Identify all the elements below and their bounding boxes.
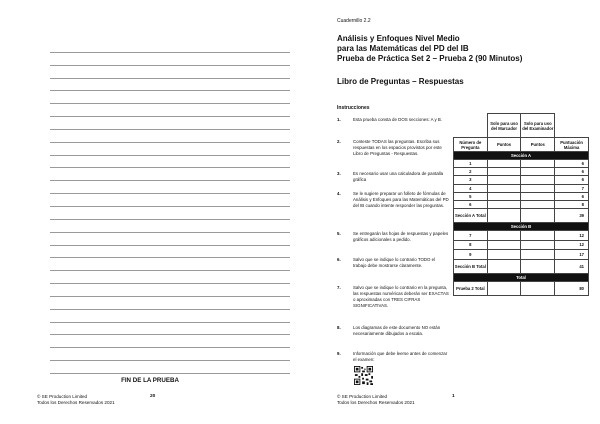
points-header: Puntos xyxy=(487,138,521,152)
title-line-3: Prueba de Práctica Set 2 – Prueba 2 (90 Minutos) xyxy=(337,54,523,63)
table-row xyxy=(454,231,589,241)
copyright-text: © SE Production Limited xyxy=(37,394,88,399)
instruction-text: Es necesario usar una calculadora de pantalla gráfica xyxy=(353,171,444,182)
instruction-text: Los diagramas de este documento NO están necesariamente dibujados a escala. xyxy=(353,325,441,336)
marker-only-header: Solo para uso del Marcador xyxy=(487,114,521,138)
total-header: Total xyxy=(454,273,589,281)
max-score-header: Puntuación Máxima xyxy=(555,138,589,152)
answer-line xyxy=(50,310,290,323)
answer-line xyxy=(50,220,290,233)
table-row xyxy=(454,192,589,200)
answer-line xyxy=(50,258,290,271)
question-number: 7 xyxy=(454,231,488,241)
answer-line xyxy=(50,117,290,130)
qr-code-icon xyxy=(354,366,373,385)
examiner-points-cell xyxy=(521,200,555,208)
max-score: 6 xyxy=(555,160,589,168)
section-a-total-label: Sección A Total xyxy=(454,209,488,223)
marker-points-cell xyxy=(487,281,521,295)
marker-points-cell xyxy=(487,192,521,200)
right-page xyxy=(300,0,600,424)
left-page-number: 20 xyxy=(150,394,156,399)
table-row xyxy=(454,259,589,273)
section-a-total: 39 xyxy=(555,209,589,223)
answer-line xyxy=(50,284,290,297)
question-number: 9 xyxy=(454,250,488,260)
title-block xyxy=(337,34,567,64)
copyright-text: © SE Production Limited xyxy=(337,394,388,399)
table-row xyxy=(454,209,589,223)
table-row xyxy=(454,281,589,295)
answer-line xyxy=(50,233,290,246)
right-page-number: 1 xyxy=(452,394,455,399)
answer-line xyxy=(50,271,290,284)
question-number: 3 xyxy=(454,176,488,184)
examiner-points-cell xyxy=(521,209,555,223)
title-line-1: Análisis y Enfoques Nivel Medio xyxy=(337,34,460,43)
table-row xyxy=(454,184,589,192)
examiner-points-cell xyxy=(521,231,555,241)
answer-line xyxy=(50,40,290,53)
end-of-test-label: FIN DE LA PRUEBA xyxy=(121,377,179,384)
answer-line xyxy=(50,335,290,348)
page-subtitle: Libro de Preguntas – Respuestas xyxy=(337,77,464,86)
answer-line xyxy=(50,168,290,181)
instruction-number: 3. xyxy=(337,171,341,176)
question-number: 8 xyxy=(454,240,488,250)
right-footer xyxy=(337,394,415,406)
table-row xyxy=(454,176,589,184)
question-number: 5 xyxy=(454,192,488,200)
instruction-text: Se entregarán las hojas de respuestas y papeles gráficos adicionales a pedido. xyxy=(353,231,449,242)
table-row xyxy=(454,200,589,208)
answer-line xyxy=(50,104,290,117)
examiner-only-header: Solo para uso del Examinador xyxy=(521,114,555,138)
instruction-text: Conteste TODAS las preguntas. Escriba sus respuestas en los espacios provistos por este Libro de Preguntas - Respuestas. xyxy=(353,139,442,156)
instruction-number: 5. xyxy=(337,231,341,236)
instruction-number: 4. xyxy=(337,191,341,196)
table-row xyxy=(454,240,589,250)
paper-total: 80 xyxy=(555,281,589,295)
section-b-total: 41 xyxy=(555,259,589,273)
instruction-text: Salvo que se indique lo contrario TODO el trabajo debe mostrarse claramente. xyxy=(353,257,436,268)
marker-points-cell xyxy=(487,160,521,168)
answer-line xyxy=(50,130,290,143)
marker-points-cell xyxy=(487,176,521,184)
examiner-points-cell xyxy=(521,160,555,168)
max-score: 17 xyxy=(555,250,589,260)
rights-text: Todos los Derechos Reservados 2021 xyxy=(37,400,115,405)
marker-points-cell xyxy=(487,259,521,273)
answer-line xyxy=(50,297,290,310)
max-score: 6 xyxy=(555,168,589,176)
instruction-number: 6. xyxy=(337,257,341,262)
max-score: 12 xyxy=(555,240,589,250)
instructions-heading: Instrucciones xyxy=(337,105,370,111)
question-number: 4 xyxy=(454,184,488,192)
instruction-number: 7. xyxy=(337,285,341,290)
examiner-points-cell xyxy=(521,240,555,250)
answer-line xyxy=(50,91,290,104)
answer-line xyxy=(50,66,290,79)
examiner-points-cell xyxy=(521,176,555,184)
marks-table xyxy=(453,113,589,296)
answer-line xyxy=(50,348,290,361)
answer-line xyxy=(50,323,290,336)
max-score: 8 xyxy=(555,200,589,208)
table-row xyxy=(454,168,589,176)
section-a-header: Sección A xyxy=(454,152,589,160)
examiner-points-cell xyxy=(521,250,555,260)
answer-line xyxy=(50,143,290,156)
answer-line xyxy=(50,181,290,194)
answer-line xyxy=(50,207,290,220)
instruction-text: Información que debe leerse antes de comenzar el examen: xyxy=(353,351,448,362)
answer-line xyxy=(50,246,290,259)
max-score: 6 xyxy=(555,176,589,184)
marker-points-cell xyxy=(487,200,521,208)
rights-text: Todos los Derechos Reservados 2021 xyxy=(337,400,415,405)
left-footer xyxy=(37,394,115,406)
max-score: 7 xyxy=(555,184,589,192)
answer-line xyxy=(50,361,290,374)
max-score: 12 xyxy=(555,231,589,241)
examiner-points-cell xyxy=(521,184,555,192)
marker-points-cell xyxy=(487,250,521,260)
question-number: 1 xyxy=(454,160,488,168)
marker-points-cell xyxy=(487,209,521,223)
marker-points-cell xyxy=(487,168,521,176)
booklet-label: Cuadernillo 2.2 xyxy=(337,18,371,24)
instruction-text: Esta prueba consta de DOS secciones: A y B. xyxy=(353,117,443,122)
title-line-2: para las Matemáticas del PD del IB xyxy=(337,44,469,53)
answer-line xyxy=(50,156,290,169)
marker-points-cell xyxy=(487,240,521,250)
paper-total-label: Prueba 2 Total xyxy=(454,281,488,295)
section-b-header: Sección B xyxy=(454,223,589,231)
examiner-points-cell xyxy=(521,192,555,200)
answer-line xyxy=(50,79,290,92)
answer-lines xyxy=(50,40,290,374)
points-header: Puntos xyxy=(521,138,555,152)
question-number: 2 xyxy=(454,168,488,176)
question-number-header: Número de Pregunta xyxy=(454,138,488,152)
max-score: 6 xyxy=(555,192,589,200)
instruction-number: 1. xyxy=(337,117,341,122)
instruction-number: 8. xyxy=(337,325,341,330)
section-b-total-label: Sección B Total xyxy=(454,259,488,273)
answer-line xyxy=(50,53,290,66)
table-row xyxy=(454,250,589,260)
examiner-points-cell xyxy=(521,281,555,295)
instruction-number: 2. xyxy=(337,139,341,144)
examiner-points-cell xyxy=(521,168,555,176)
question-number: 6 xyxy=(454,200,488,208)
instruction-text: Salvo que se indique lo contrario en la pregunta, las respuestas numéricas deberán ser EXACTAS o aproximadas con TRES CIFRAS SIGNIFICATIVAS. xyxy=(353,285,449,308)
marker-points-cell xyxy=(487,184,521,192)
instruction-number: 9. xyxy=(337,351,341,356)
examiner-points-cell xyxy=(521,259,555,273)
table-row xyxy=(454,160,589,168)
answer-line xyxy=(50,194,290,207)
instruction-text: Se le sugiere preparar un folleto de fórmulas de Análisis y Enfoques para las Matemáticas del PD del IB cuando intente responder las preguntas. xyxy=(353,191,449,208)
marker-points-cell xyxy=(487,231,521,241)
